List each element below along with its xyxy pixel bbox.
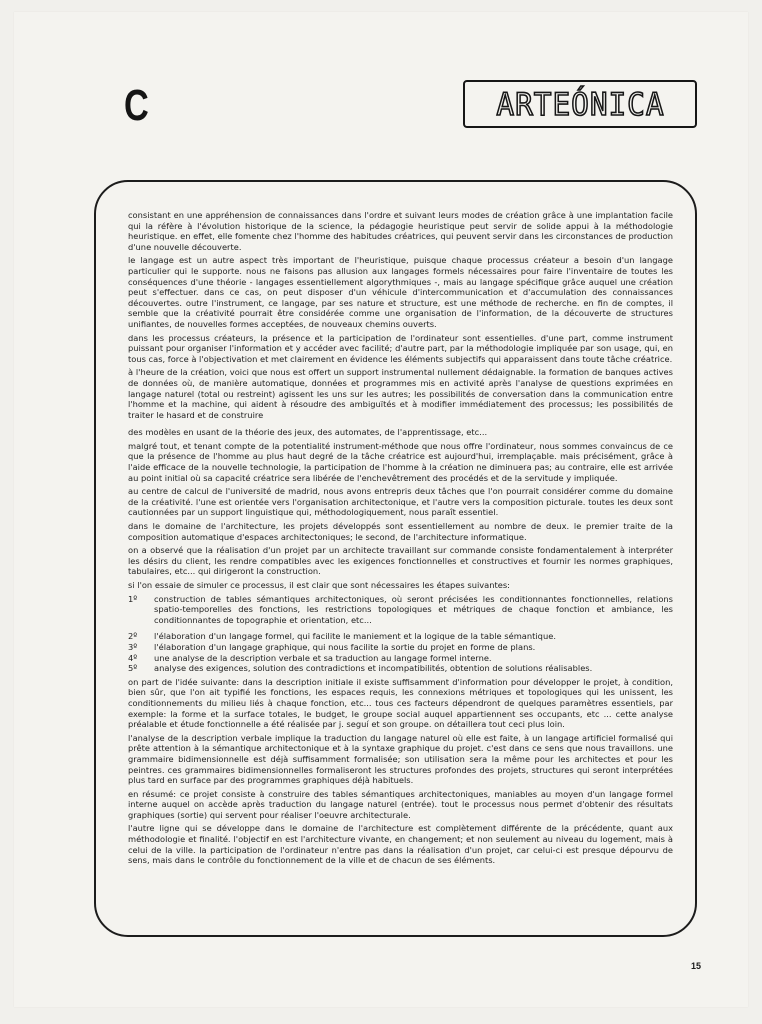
paragraph: si l'on essaie de simuler ce processus, il est clair que sont nécessaires les étapes suivantes:	[128, 580, 510, 590]
paragraph: consistant en une appréhension de connaissances dans l'ordre et suivant leurs modes de création grâce à une implantation facile qui la réfère à l'évolution historique de la science, la pédagogie heuristique peut servir de solide appui à la méthodologie heuristique. en effet, elle fomente chez l'homme des habitudes créatrices, qui peuvent servir dans les circonstances de production d'une nouvelle découverte.	[128, 210, 673, 252]
paragraph: l'autre ligne qui se développe dans le domaine de l'architecture est complètement différente de la précédente, quant aux méthodologie et finalité. l'objectif en est l'architecture vivante, en changement; et non seulement au niveau du logement, mais à celui de la ville. la participation de l'ordinateur n'entre pas dans la réalisation d'un projet, car celui-ci est presque dépourvu de sens, mais dans le contrôle du fonctionnement de la ville et de chacun de ses éléments.	[128, 823, 673, 866]
paragraph: dans le domaine de l'architecture, les projets développés sont essentiellement au nombre de deux. le premier traite de la composition automatique d'espaces architectoniques; le second, de l'architecture informatique.	[128, 521, 673, 542]
step-number: 1º	[128, 593, 138, 604]
page-number: 15	[691, 961, 702, 971]
paragraph: des modèles en usant de la théorie des jeux, des automates, de l'apprentissage, etc...	[128, 427, 488, 438]
step-number: 4º	[128, 652, 138, 663]
paragraph: dans les processus créateurs, la présence et la participation de l'ordinateur sont essentielles. d'une part, comme instrument puissant pour organiser l'information et y accéder avec facilité; d'autre part, par la méthodologie impliquée par son usage, qui, en tous cas, force à l'objectivation et met clairement en évidence les éléments subjectifs qui apparaissent dans toute tâche créatrice.	[128, 332, 673, 364]
paragraph: on a observé que la réalisation d'un projet par un architecte travaillant sur commande consiste fondamentalement à interpréter les désirs du client, les rendre compatibles avec les exigences fonctionnelles et constructives et fournir les normes graphiques, tabulaires, etc... qui dirigeront la construction.	[128, 545, 673, 577]
step-number: 3º	[128, 641, 138, 652]
logo-text: ARTEÓNICA	[495, 86, 665, 123]
paragraph: l'analyse de la description verbale implique la traduction du langage naturel où elle est faite, à un langage artificiel formalisé qui prête attention à la sémantique architectonique et à la syntaxe graphique du projet. c'est dans ce sens que nous travaillons. une grammaire bidimensionnelle est déjà suffisamment formalisée; son utilisation sera la même pour les architectes et pour les peintres. ces grammaires bidimensionnelles formaliseront les structures profondes des projets, structures qui seront interprétées plus tard en surface par des programmes graphiques déjà habituels.	[128, 732, 673, 786]
step-number: 2º	[128, 631, 138, 642]
step-text: construction de tables sémantiques architectoniques, où seront précisées les conditionnantes fonctionnelles, relations spatio-temporelles des fonctions, les restrictions topologiques et métriques de chaque fonction et ambiance, les conditionnantes de topographie et orientation, etc...	[154, 593, 673, 625]
step-number: 5º	[128, 663, 138, 674]
paragraph: au centre de calcul de l'université de madrid, nous avons entrepris deux tâches que l'on pourrait considérer comme du domaine de la créativité. l'une est orientée vers l'organisation architectonique, et l'autre vers la composition picturale. toutes les deux sont cautionnées par un support linguistique qui, méthodologiquement, nous paraît essentiel.	[128, 486, 673, 518]
step-text: une analyse de la description verbale et sa traduction au langage formel interne.	[154, 652, 492, 663]
paragraph: malgré tout, et tenant compte de la potentialité instrument-méthode que nous offre l'ordinateur, nous sommes convaincus de ce que la présence de l'homme au plus haut degré de la tâche créatrice est aujourd'hui, irremplaçable. mais précisément, grâce à l'aide efficace de la nouvelle technologie, la participation de l'homme à la création ne diminuera pas; au contraire, elle est arrivée au point initial où sa capacité créatrice sera libérée de l'enchevêtrement des procédés et de la servitude y impliquée.	[128, 440, 673, 483]
paragraph: en résumé: ce projet consiste à construire des tables sémantiques architectoniques, maniables au moyen d'un langage formel interne auquel on accède après traduction du langage naturel (entrée). tout le processus nous permet d'obtenir des résultats graphiques (sortie) qui servent pour réaliser l'oeuvre architecturale.	[128, 788, 673, 820]
paragraph: le langage est un autre aspect très important de l'heuristique, puisque chaque processus créateur a besoin d'un langage particulier qui le supporte. nous ne faisons pas allusion aux langages formels nécessaires pour faire l'inventaire de toutes les conséquences d'une théorie - langages essentiellement algorythmiques -, mais au langage spécifique grâce auquel une création peut s'effectuer. dans ce cas, on peut disposer d'un véhicule d'intercommunication et d'accumulation des connaissances découvertes. outre l'instrument, ce langage, par ses nature et structure, est une méthode de recherche. en fin de comptes, il semble que la créativité pourrait être considérée comme une organisation de l'information, de la découverte de structures unifiantes, de nouvelles formes acceptées, de nouveaux chemins ouverts.	[128, 255, 673, 329]
list-item	[128, 642, 673, 653]
step-text: analyse des exigences, solution des contradictions et incompatibilités, obtention de solutions réalisables.	[154, 663, 593, 674]
steps-list	[128, 594, 673, 674]
paragraph: à l'heure de la création, voici que nous est offert un support instrumental nullement dédaignable. la formation de banques actives de données où, de manière automatique, données et programmes mis en activité après l'analyse de questions exprimées en langage naturel (total ou restreint) agissent les uns sur les autres; les possibilités de conversation dans la communication entre l'homme et la machine, qui aident à résoudre des ambiguïtés et à modifier immédiatement des processus; les possibilités de traiter le hasard et de construire	[128, 367, 673, 420]
list-item	[128, 653, 673, 664]
list-item	[128, 594, 673, 626]
article-body	[128, 210, 673, 869]
list-item	[128, 663, 673, 674]
paragraph: on part de l'idée suivante: dans la description initiale il existe suffisamment d'information pour développer le projet, à condition, bien sûr, que l'on ait typifié les fonctions, les espaces requis, les connexions métriques et topologiques qui les unissent, les conditionnements du milieu liés à chaque fonction, etc... tous ces facteurs dépendront de quelques paramètres essentiels, par exemple: la forme et la surface totales, le budget, le groupe social auquel appartiennent ses occupants, etc ... cette analyse préalable et étude fonctionnelle a été réalisée par j. seguí et son groupe. on détaillera tout ceci plus loin.	[128, 676, 673, 730]
list-item	[128, 631, 673, 642]
arteonica-logo	[463, 80, 697, 128]
section-letter: C	[124, 81, 149, 130]
step-text: l'élaboration d'un langage formel, qui facilite le maniement et la logique de la table sémantique.	[154, 631, 556, 642]
step-text: l'élaboration d'un langage graphique, qui nous facilite la sortie du projet en forme de plans.	[154, 641, 536, 652]
